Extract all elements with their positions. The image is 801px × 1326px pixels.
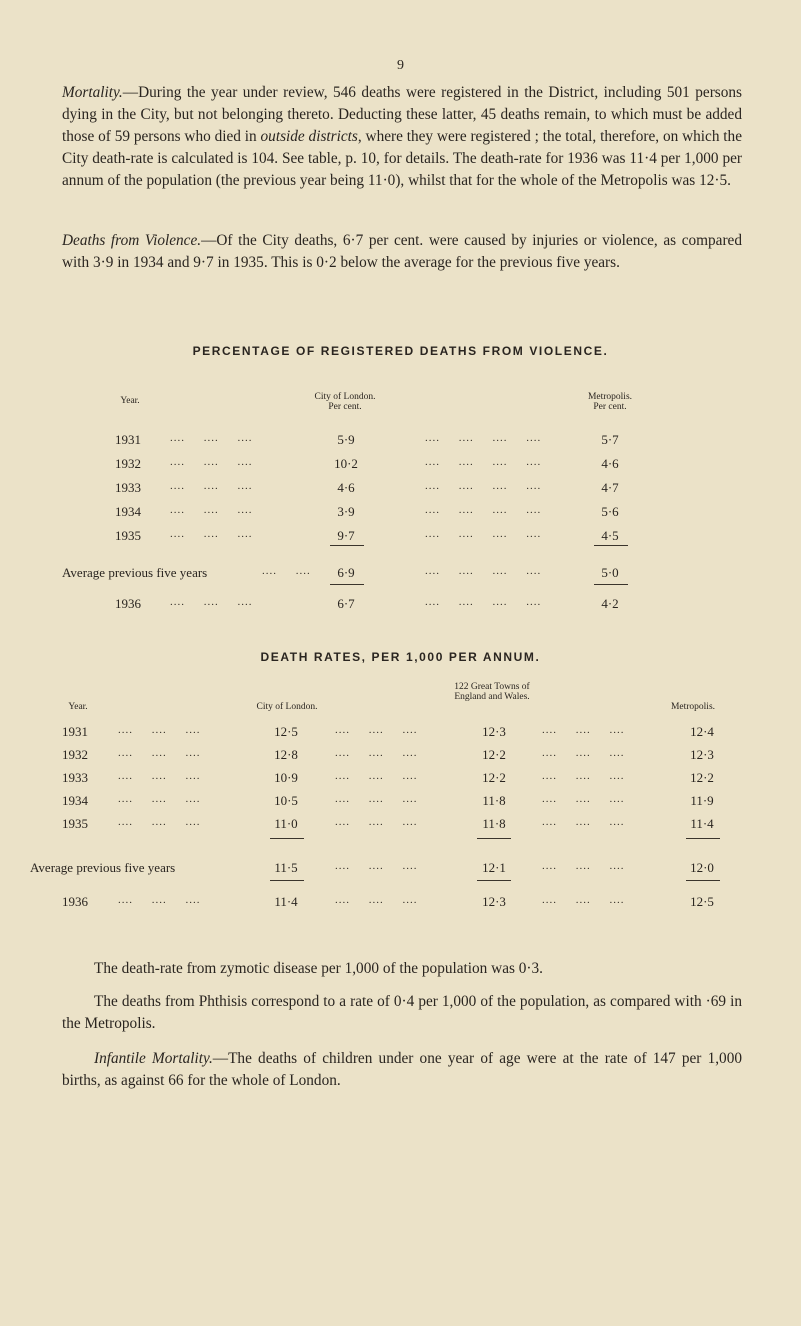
divider [686, 838, 720, 839]
table1-header-year: Year. [120, 396, 140, 406]
table-cell-towns: 11·8 [482, 816, 506, 831]
table1-average-label: Average previous five years [62, 565, 208, 580]
leader-dots: .... .... .... [542, 816, 625, 828]
table-cell-metro: 12·2 [690, 770, 714, 785]
leader-dots: .... .... .... [335, 724, 418, 736]
table1-average-city: 6·9 [337, 565, 355, 580]
leader-dots: .... .... .... [542, 747, 625, 759]
infantile-text: —The deaths of children under one year of age were at the rate of 147 per 1,000 births, as against 66 for the whole of London. [62, 1050, 742, 1089]
leader-dots: .... .... .... [170, 504, 253, 516]
divider [270, 838, 304, 839]
table-cell-metro: 11·4 [690, 816, 714, 831]
leader-dots: .... .... .... [170, 596, 253, 608]
table2-average-towns: 12·1 [482, 860, 506, 875]
leader-dots: .... .... .... [118, 770, 201, 782]
leader-dots: .... .... .... [118, 747, 201, 759]
infantile-heading: Infantile Mortality. [94, 1050, 213, 1067]
divider [477, 880, 511, 881]
table2-header-city: City of London. [256, 702, 318, 712]
leader-dots: .... .... .... .... [425, 596, 542, 608]
leader-dots: .... .... .... [170, 432, 253, 444]
table2-average-label: Average previous five years [30, 860, 176, 875]
table-cell-city: 10·2 [334, 456, 358, 471]
table-cell-towns: 12·2 [482, 747, 506, 762]
leader-dots: .... .... .... .... [425, 432, 542, 444]
table-row-year: 1933 [115, 480, 141, 495]
table-cell-city: 9·7 [337, 528, 355, 543]
table-cell-metro: 12·3 [690, 747, 714, 762]
table1-current-year: 1936 [115, 596, 141, 611]
table2-current-metro: 12·5 [690, 894, 714, 909]
divider [594, 584, 628, 585]
table-cell-metro: 12·4 [690, 724, 714, 739]
table-cell-towns: 11·8 [482, 793, 506, 808]
leader-dots: .... .... .... [542, 770, 625, 782]
leader-dots: .... .... .... [170, 480, 253, 492]
divider [270, 880, 304, 881]
table1-header-city-label: City of London. [314, 392, 376, 402]
divider [594, 545, 628, 546]
leader-dots: .... .... .... [170, 456, 253, 468]
leader-dots: .... .... .... [335, 770, 418, 782]
table-row-year: 1932 [62, 747, 88, 762]
table-row-year: 1933 [62, 770, 88, 785]
leader-dots: .... .... .... [335, 816, 418, 828]
table2-current-city: 11·4 [274, 894, 298, 909]
paragraph-violence [62, 230, 742, 274]
table-cell-city: 5·9 [337, 432, 355, 447]
paragraph-zymotic: The death-rate from zymotic disease per 1,000 of the population was 0·3. [94, 960, 543, 977]
table2-title: DEATH RATES, PER 1,000 PER ANNUM. [260, 650, 541, 664]
divider [477, 838, 511, 839]
table-cell-city: 3·9 [337, 504, 355, 519]
table1-header-metro-label: Metropolis. [587, 392, 633, 402]
table-cell-towns: 12·3 [482, 724, 506, 739]
leader-dots: .... .... .... [335, 894, 418, 906]
table-cell-city: 12·5 [274, 724, 298, 739]
mortality-text-2: , where they were registered ; the total, therefore, on which the City death-rate is calculated is 104. See table, p. 10, for details. The death-rate for 1936 was 11·4 per 1,000 per annum of the population (the previous year being 11·0), whilst that for the whole of the Metropolis was 12·5. [62, 128, 742, 189]
divider [330, 545, 364, 546]
table-row-year: 1931 [115, 432, 141, 447]
divider [686, 880, 720, 881]
table-row-year: 1931 [62, 724, 88, 739]
leader-dots: .... .... .... [542, 860, 625, 872]
table1-current-city: 6·7 [337, 596, 355, 611]
table-cell-city: 4·6 [337, 480, 355, 495]
violence-heading: Deaths from Violence. [62, 232, 202, 249]
leader-dots: .... .... .... [118, 724, 201, 736]
leader-dots: .... .... [262, 565, 311, 577]
leader-dots: .... .... .... [118, 894, 201, 906]
table-cell-metro: 4·5 [601, 528, 619, 543]
table1-header-city [290, 392, 400, 412]
table2-average-metro: 12·0 [690, 860, 714, 875]
leader-dots: .... .... .... [335, 747, 418, 759]
table-row-year: 1934 [62, 793, 88, 808]
table2-header-towns: 122 Great Towns of England and Wales. [454, 682, 530, 702]
table1-header-metro [555, 392, 665, 412]
table-row-year: 1935 [115, 528, 141, 543]
divider [330, 584, 364, 585]
paragraph-mortality [62, 82, 742, 192]
mortality-text: —During the year under review, 546 deaths were registered in the District, including 501 persons dying in the City, but not belonging thereto. Deducting these latter, 45 deaths remain, to which must be added those of 59 persons who died in [62, 84, 742, 145]
leader-dots: .... .... .... [118, 793, 201, 805]
leader-dots: .... .... .... .... [425, 565, 542, 577]
leader-dots: .... .... .... [170, 528, 253, 540]
table2-header-metro: Metropolis. [670, 702, 716, 712]
leader-dots: .... .... .... [542, 894, 625, 906]
table-row-year: 1932 [115, 456, 141, 471]
leader-dots: .... .... .... .... [425, 480, 542, 492]
paragraph-infantile [62, 1048, 742, 1092]
leader-dots: .... .... .... .... [425, 504, 542, 516]
mortality-emphasis: outside districts [260, 128, 358, 145]
table-cell-metro: 5·6 [601, 504, 619, 519]
table-cell-metro: 4·6 [601, 456, 619, 471]
table-cell-towns: 12·2 [482, 770, 506, 785]
leader-dots: .... .... .... [542, 724, 625, 736]
table-cell-city: 10·9 [274, 770, 298, 785]
table1-title: PERCENTAGE OF REGISTERED DEATHS FROM VIOLENCE. [192, 344, 609, 358]
table1-average-metro: 5·0 [601, 565, 619, 580]
leader-dots: .... .... .... .... [425, 528, 542, 540]
table1-header-city-unit: Per cent. [328, 402, 362, 412]
table2-average-city: 11·5 [274, 860, 298, 875]
table-cell-metro: 11·9 [690, 793, 714, 808]
table-cell-metro: 5·7 [601, 432, 619, 447]
leader-dots: .... .... .... [335, 860, 418, 872]
table2-header-year: Year. [68, 702, 88, 712]
leader-dots: .... .... .... .... [425, 456, 542, 468]
table1-current-metro: 4·2 [601, 596, 619, 611]
table2-current-year: 1936 [62, 894, 88, 909]
page-number: 9 [397, 58, 404, 73]
table-row-year: 1935 [62, 816, 88, 831]
table-cell-city: 12·8 [274, 747, 298, 762]
table-row-year: 1934 [115, 504, 141, 519]
paragraph-phthisis: The deaths from Phthisis correspond to a rate of 0·4 per 1,000 of the population, as compared with ·69 in the Metropolis. [62, 993, 742, 1032]
table-cell-city: 11·0 [274, 816, 298, 831]
table2-current-towns: 12·3 [482, 894, 506, 909]
leader-dots: .... .... .... [542, 793, 625, 805]
mortality-heading: Mortality. [62, 84, 123, 101]
violence-text: —Of the City deaths, 6·7 per cent. were caused by injuries or violence, as compared with 3·9 in 1934 and 9·7 in 1935. This is 0·2 below the average for the previous five years. [62, 232, 742, 271]
table-cell-metro: 4·7 [601, 480, 619, 495]
table1-header-metro-unit: Per cent. [593, 402, 627, 412]
leader-dots: .... .... .... [118, 816, 201, 828]
table-cell-city: 10·5 [274, 793, 298, 808]
leader-dots: .... .... .... [335, 793, 418, 805]
